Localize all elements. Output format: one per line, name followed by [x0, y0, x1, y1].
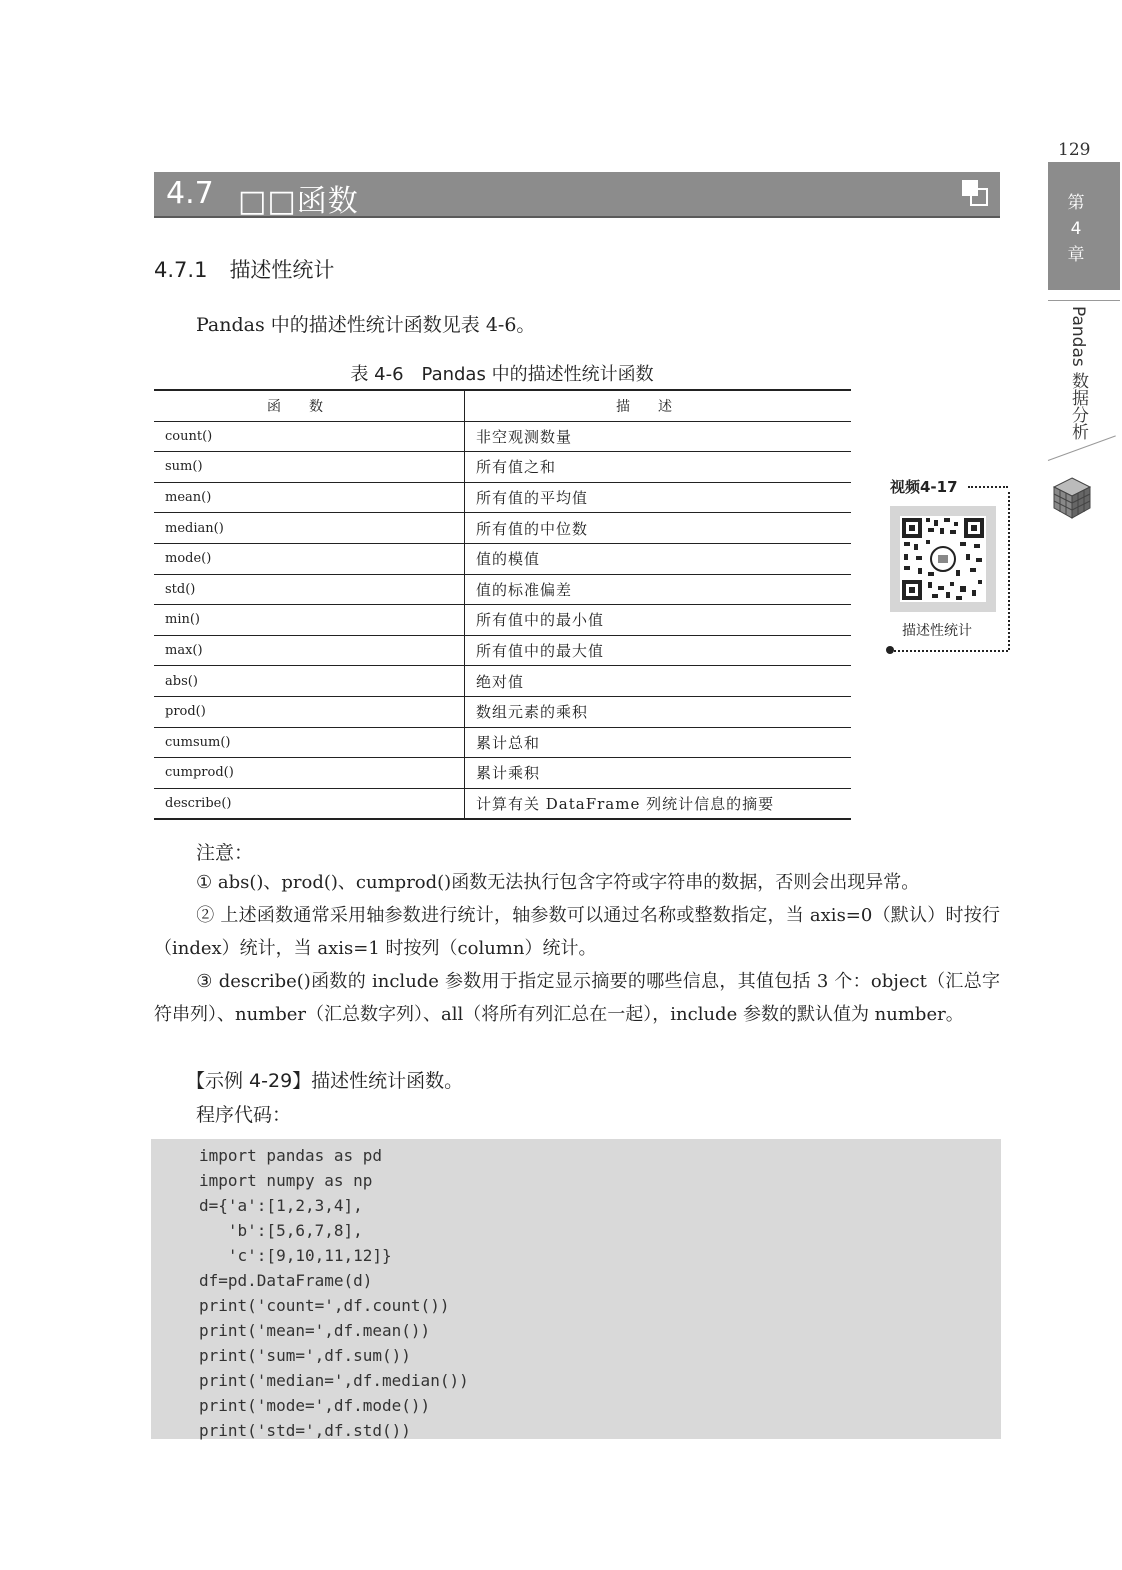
note-text: ① abs()、prod()、cumprod()函数无法执行包含字符或字符串的数据，否则会出现异常。: [196, 872, 920, 893]
function-name-cell: sum(): [154, 452, 465, 483]
description-cell: 累计总和: [465, 727, 852, 758]
table-row: [154, 605, 851, 636]
divider: [968, 486, 1008, 488]
code-line: import numpy as np: [199, 1171, 373, 1190]
function-name-cell: cumprod(): [154, 758, 465, 789]
code-line: print('count=',df.count()): [199, 1296, 450, 1315]
function-name-cell: describe(): [154, 788, 465, 819]
description-cell: 值的标准偏差: [465, 574, 852, 605]
section-number: 4.7: [166, 176, 214, 211]
code-line: d={'a':[1,2,3,4],: [199, 1196, 363, 1215]
note-text: ② 上述函数通常采用轴参数进行统计，轴参数可以通过名称或整数指定，当 axis=0（默认）时按行（index）统计，当 axis=1 时按列（column）统计。: [154, 905, 1000, 959]
table-row: [154, 574, 851, 605]
description-cell: 所有值的中位数: [465, 513, 852, 544]
code-line: 'c':[9,10,11,12]}: [199, 1246, 392, 1265]
table-row: [154, 543, 851, 574]
table-row: [154, 482, 851, 513]
table-header: 描述: [465, 390, 852, 421]
bullet-dot: [886, 646, 894, 654]
description-cell: 值的模值: [465, 543, 852, 574]
table-row: [154, 635, 851, 666]
note-item: [154, 866, 1000, 899]
program-label: 程序代码：: [196, 1104, 292, 1126]
function-name-cell: std(): [154, 574, 465, 605]
code-lines: [199, 1143, 469, 1443]
note-title: 注意：: [196, 842, 254, 864]
code-line: print('std=',df.std()): [199, 1421, 411, 1440]
table-row: [154, 788, 851, 819]
code-line: print('mean=',df.mean()): [199, 1321, 431, 1340]
chapter-char: 4: [1070, 219, 1082, 239]
subsection-heading: [154, 254, 334, 284]
description-cell: 所有值中的最小值: [465, 605, 852, 636]
table-row: [154, 727, 851, 758]
table-row: [154, 513, 851, 544]
table-row: [154, 758, 851, 789]
code-line: print('median=',df.median()): [199, 1371, 469, 1390]
table-row: [154, 696, 851, 727]
example-heading: [186, 1066, 463, 1093]
note-item: [154, 899, 1000, 965]
section-header-bar: [154, 172, 1000, 219]
function-name-cell: max(): [154, 635, 465, 666]
divider: [890, 650, 1008, 652]
book-title: Pandas 数据分析: [1068, 306, 1088, 441]
example-label: 【示例 4-29】: [186, 1070, 312, 1092]
description-cell: 所有值之和: [465, 452, 852, 483]
intro-paragraph: Pandas 中的描述性统计函数见表 4-6。: [196, 314, 536, 336]
description-cell: 所有值中的最大值: [465, 635, 852, 666]
section-title: □□函数: [238, 184, 359, 219]
qr-code-icon[interactable]: [890, 506, 996, 612]
note-item: [154, 965, 1000, 1031]
subsection-number: 4.7.1: [154, 258, 208, 282]
table-caption: 表 4-6 Pandas 中的描述性统计函数: [350, 364, 654, 385]
chapter-char: 第: [1067, 193, 1085, 213]
code-line: print('mode=',df.mode()): [199, 1396, 431, 1415]
description-cell: 累计乘积: [465, 758, 852, 789]
description-cell: 所有值的平均值: [465, 482, 852, 513]
function-name-cell: mode(): [154, 543, 465, 574]
video-label: 视频4-17: [890, 478, 958, 496]
function-name-cell: count(): [154, 421, 465, 452]
chapter-label: [1062, 190, 1090, 268]
description-cell: 数组元素的乘积: [465, 696, 852, 727]
code-line: 'b':[5,6,7,8],: [199, 1221, 363, 1240]
table-row: [154, 421, 851, 452]
table-row: [154, 666, 851, 697]
description-cell: 绝对值: [465, 666, 852, 697]
page-number: 129: [1058, 140, 1091, 160]
rubiks-cube-icon: [1052, 476, 1092, 520]
code-line: print('sum=',df.sum()): [199, 1346, 411, 1365]
function-name-cell: median(): [154, 513, 465, 544]
description-cell: 非空观测数量: [465, 421, 852, 452]
function-name-cell: prod(): [154, 696, 465, 727]
function-table: [154, 389, 851, 820]
code-block: [151, 1139, 1001, 1439]
divider: [1008, 492, 1010, 650]
windows-icon: [962, 180, 988, 206]
chapter-char: 章: [1067, 245, 1085, 265]
subsection-title: 描述性统计: [229, 258, 335, 282]
function-name-cell: cumsum(): [154, 727, 465, 758]
function-name-cell: abs(): [154, 666, 465, 697]
video-caption: 描述性统计: [902, 623, 972, 639]
note-text: ③ describe()函数的 include 参数用于指定显示摘要的哪些信息，其值包括 3 个：object（汇总字符串列）、number（汇总数字列）、all（将所有列汇总在一起），include 参数的默认值为 number。: [154, 971, 1000, 1025]
function-name-cell: mean(): [154, 482, 465, 513]
example-text: 描述性统计函数。: [311, 1070, 464, 1092]
description-cell: 计算有关 DataFrame 列统计信息的摘要: [465, 788, 852, 819]
function-name-cell: min(): [154, 605, 465, 636]
table-header: 函数: [154, 390, 465, 421]
table-row: [154, 452, 851, 483]
code-line: import pandas as pd: [199, 1146, 383, 1165]
divider: [1048, 300, 1120, 301]
code-line: df=pd.DataFrame(d): [199, 1271, 373, 1290]
